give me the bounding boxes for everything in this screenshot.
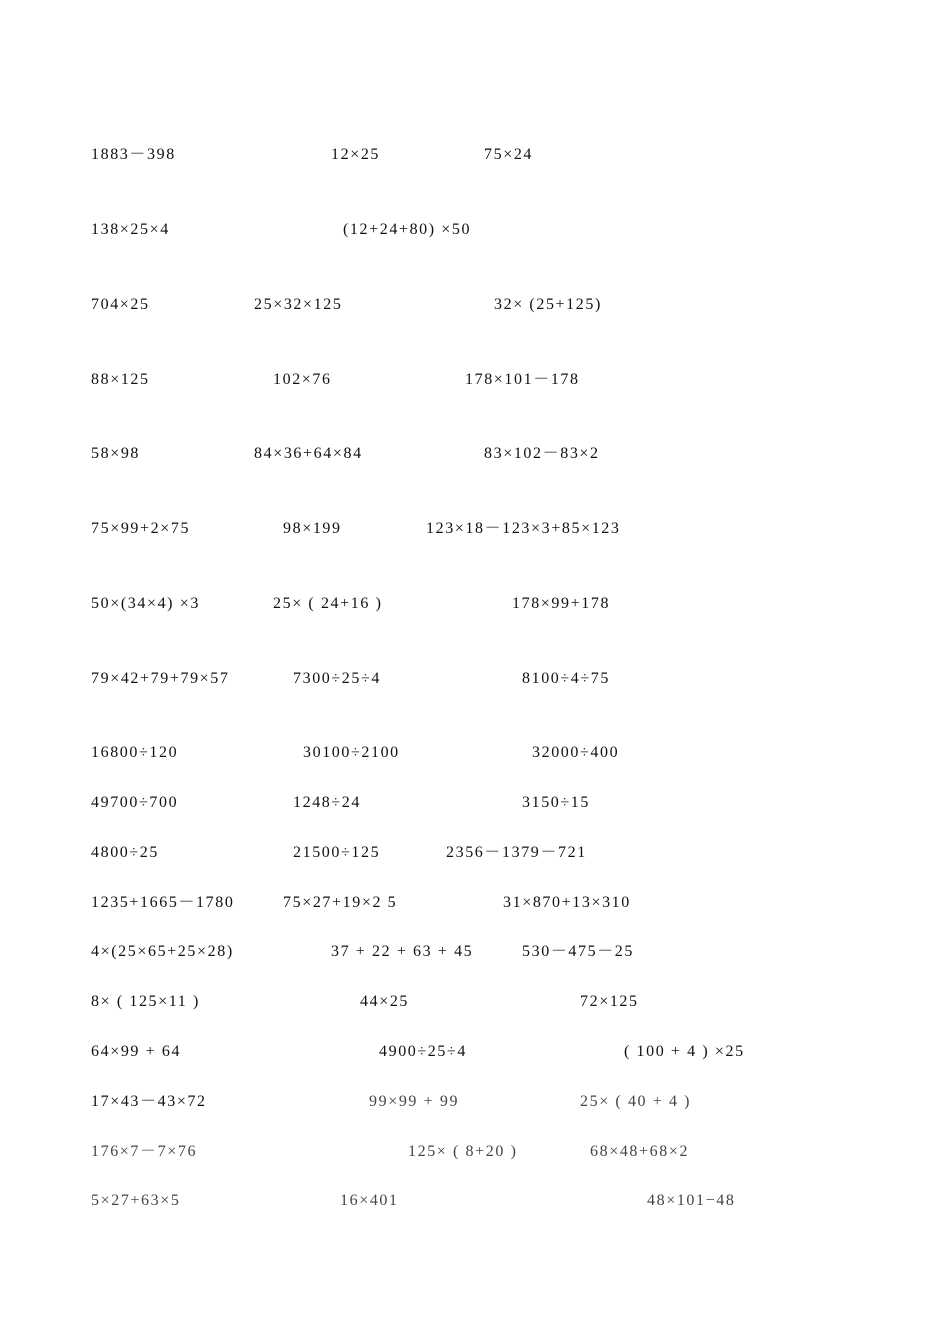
problem-r11-c2: 21500÷125 [293, 844, 381, 861]
problem-r13-c3: 530－475－25 [522, 943, 634, 960]
problem-r16-c2: 99×99 + 99 [369, 1093, 460, 1110]
problem-r5-c2: 84×36+64×84 [254, 445, 363, 462]
problem-r18-c2: 16×401 [340, 1192, 399, 1209]
problem-r9-c2: 30100÷2100 [303, 744, 400, 761]
problem-r6-c1: 75×99+2×75 [91, 520, 191, 537]
problem-r16-c3: 25× ( 40 + 4 ) [580, 1093, 692, 1110]
problem-r2-c2: (12+24+80) ×50 [343, 221, 472, 238]
problem-r9-c3: 32000÷400 [532, 744, 620, 761]
problem-r4-c2: 102×76 [273, 371, 332, 388]
problem-r15-c2: 4900÷25÷4 [379, 1043, 467, 1060]
problem-r17-c3: 68×48+68×2 [590, 1143, 690, 1160]
problem-r9-c1: 16800÷120 [91, 744, 179, 761]
problem-r11-c1: 4800÷25 [91, 844, 159, 861]
problem-r3-c1: 704×25 [91, 296, 150, 313]
problem-r3-c3: 32× (25+125) [494, 296, 602, 313]
problem-r15-c1: 64×99 + 64 [91, 1043, 182, 1060]
problem-r13-c2: 37 + 22 + 63 + 45 [331, 943, 474, 960]
problem-r5-c1: 58×98 [91, 445, 141, 462]
problem-r10-c2: 1248÷24 [293, 794, 361, 811]
problem-r1-c3: 75×24 [484, 146, 534, 163]
problem-r8-c1: 79×42+79+79×57 [91, 670, 230, 687]
problem-r10-c3: 3150÷15 [522, 794, 590, 811]
problem-r7-c1: 50×(34×4) ×3 [91, 595, 200, 612]
problem-r3-c2: 25×32×125 [254, 296, 343, 313]
problem-r4-c1: 88×125 [91, 371, 150, 388]
problem-r8-c2: 7300÷25÷4 [293, 670, 381, 687]
problem-r14-c1: 8× ( 125×11 ) [91, 993, 200, 1010]
problem-r6-c3: 123×18－123×3+85×123 [426, 520, 621, 537]
problem-r12-c3: 31×870+13×310 [503, 894, 631, 911]
problem-r17-c1: 176×7－7×76 [91, 1143, 198, 1160]
problem-r14-c3: 72×125 [580, 993, 639, 1010]
problem-r12-c2: 75×27+19×2 5 [283, 894, 398, 911]
problem-r2-c1: 138×25×4 [91, 221, 170, 238]
problem-r7-c3: 178×99+178 [512, 595, 611, 612]
problem-r5-c3: 83×102－83×2 [484, 445, 600, 462]
problem-r14-c2: 44×25 [360, 993, 410, 1010]
problem-r1-c2: 12×25 [331, 146, 381, 163]
problem-r4-c3: 178×101－178 [465, 371, 580, 388]
problem-r13-c1: 4×(25×65+25×28) [91, 943, 234, 960]
problem-r6-c2: 98×199 [283, 520, 342, 537]
problem-r11-c3: 2356－1379－721 [446, 844, 587, 861]
problem-r15-c3: ( 100 + 4 ) ×25 [624, 1043, 745, 1060]
problem-r18-c1: 5×27+63×5 [91, 1192, 181, 1209]
problem-r12-c1: 1235+1665－1780 [91, 894, 235, 911]
problem-r7-c2: 25× ( 24+16 ) [273, 595, 383, 612]
problem-r8-c3: 8100÷4÷75 [522, 670, 610, 687]
problem-r10-c1: 49700÷700 [91, 794, 179, 811]
problem-r18-c3: 48×101−48 [647, 1192, 736, 1209]
problem-r1-c1: 1883－398 [91, 146, 176, 163]
problem-r17-c2: 125× ( 8+20 ) [408, 1143, 518, 1160]
problem-r16-c1: 17×43－43×72 [91, 1093, 207, 1110]
